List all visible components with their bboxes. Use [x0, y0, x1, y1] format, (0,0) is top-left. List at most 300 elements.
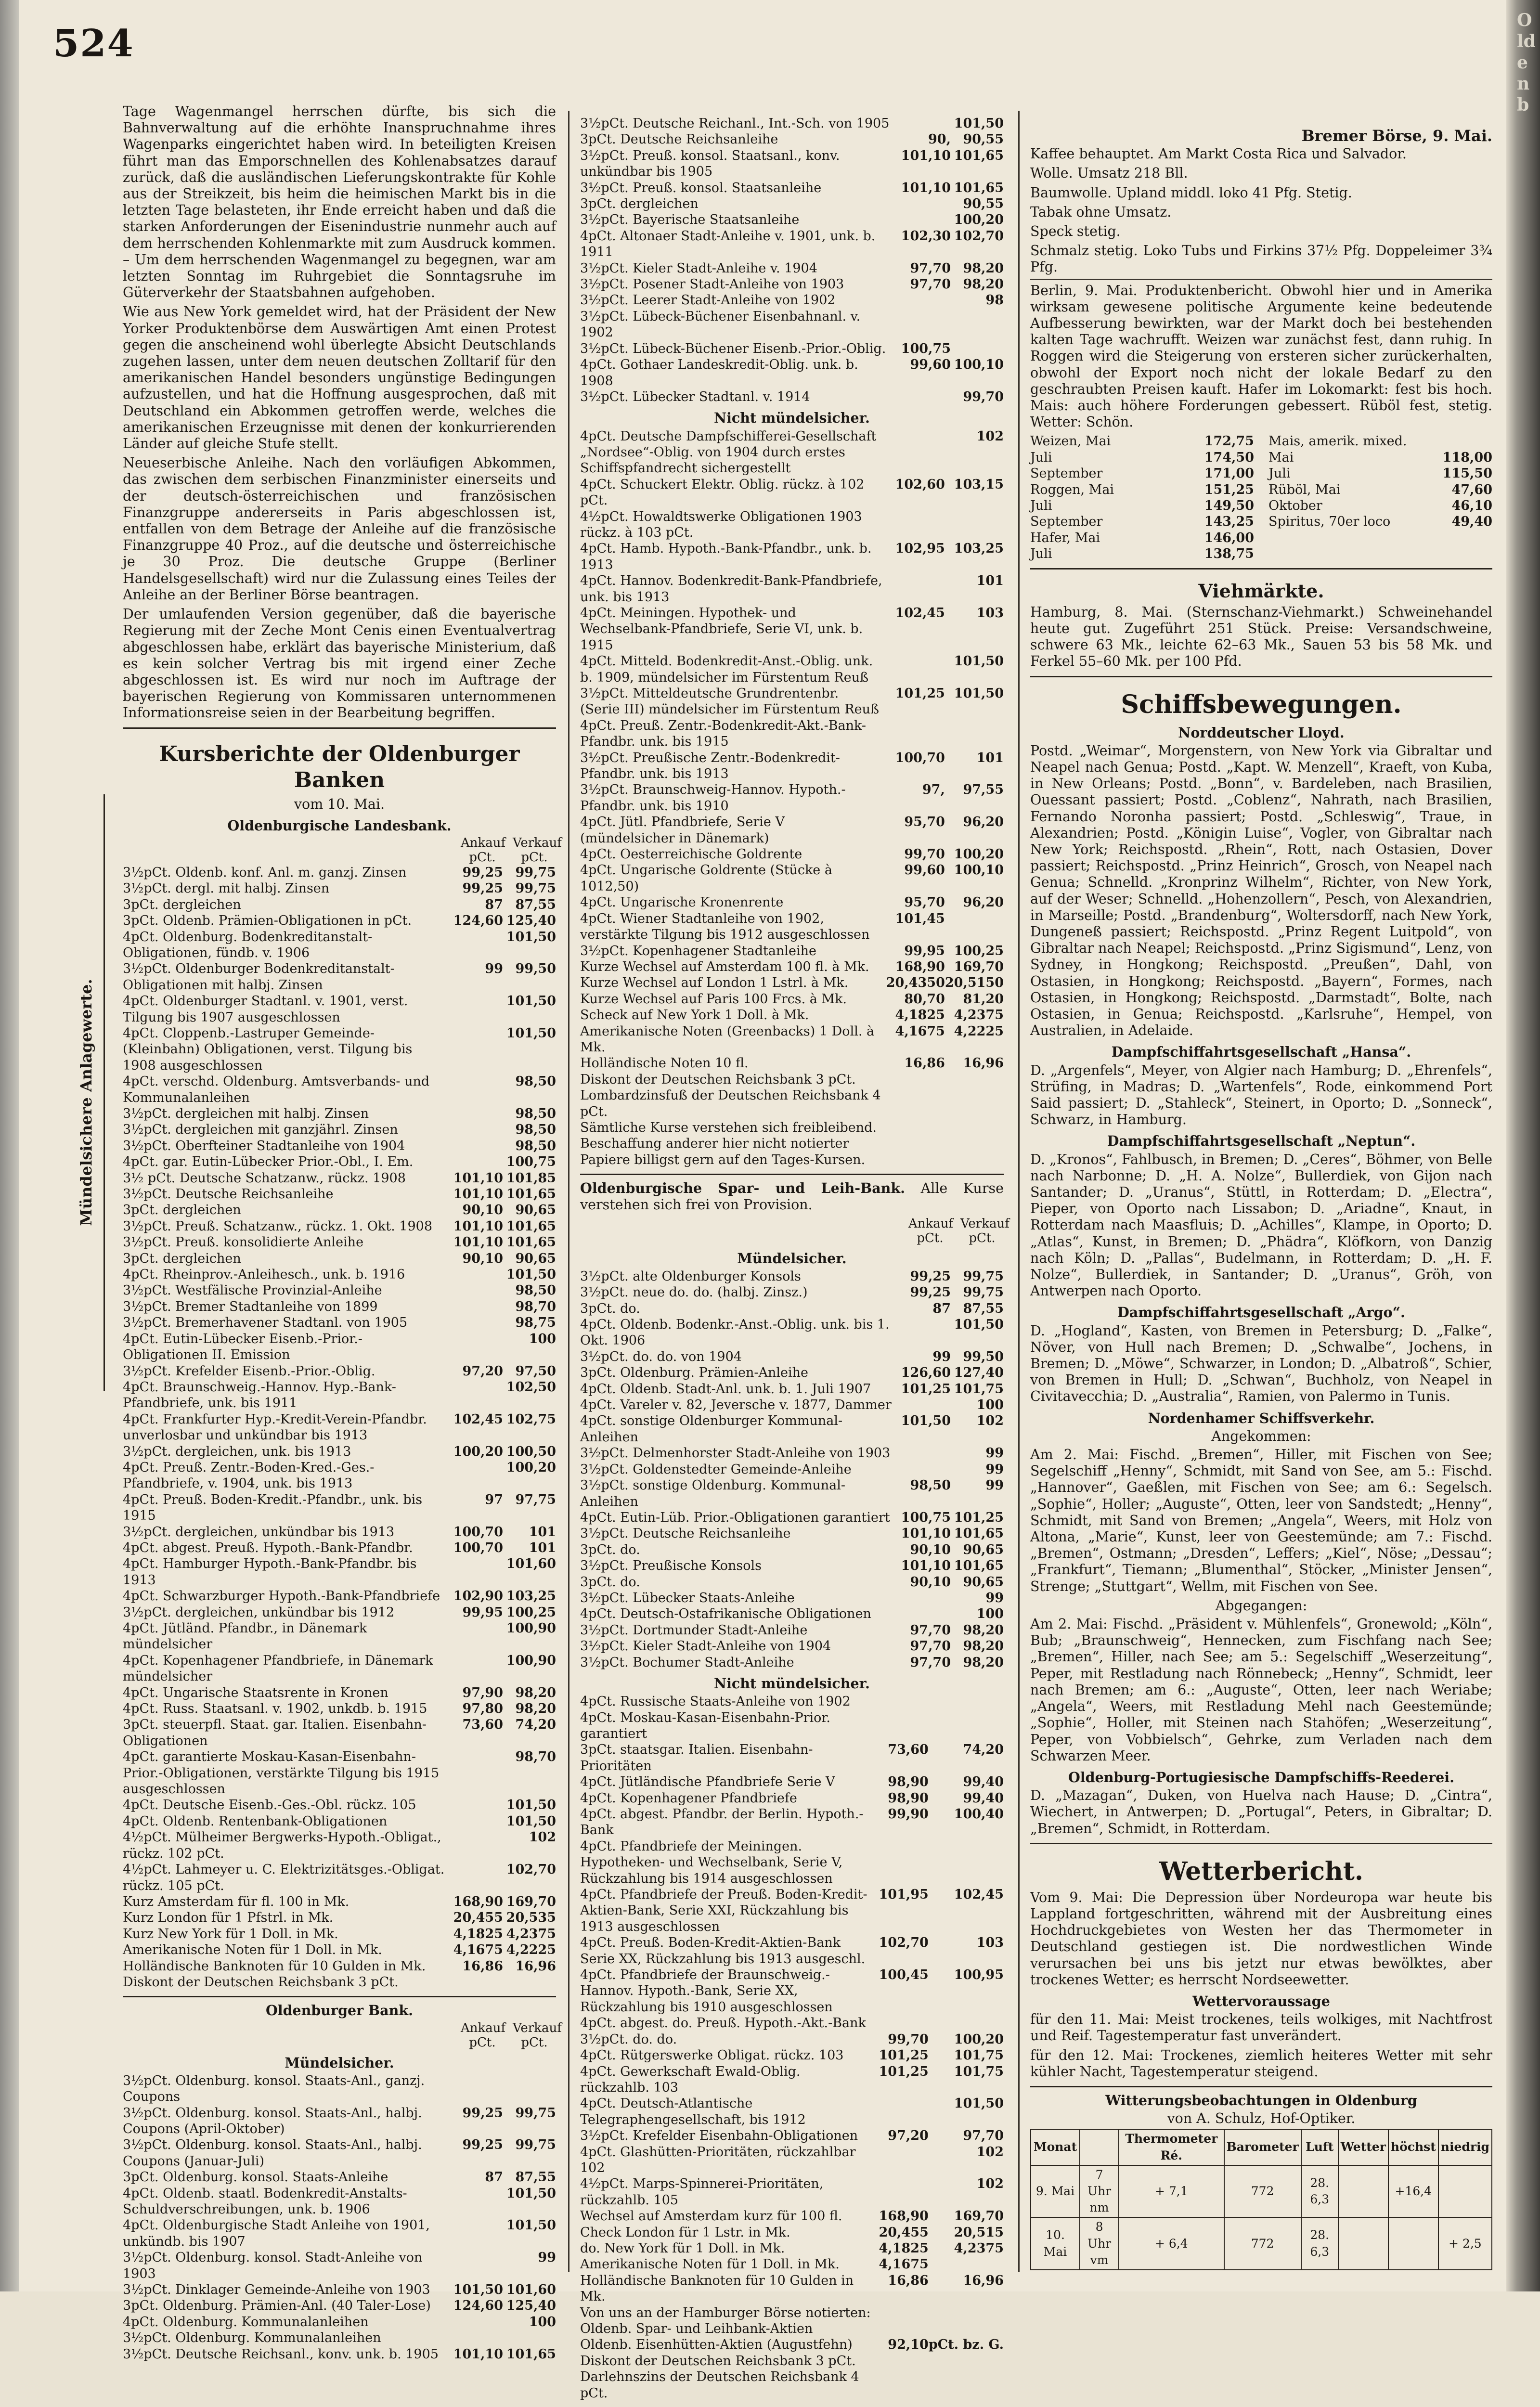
price-row: [1030, 433, 1254, 449]
vieh-title: Viehmärkte.: [1198, 580, 1324, 602]
quote-row: [580, 605, 1004, 653]
quote-row: [580, 975, 1004, 991]
quote-buy: 102,45: [895, 605, 945, 621]
quote-buy: 4,1675: [895, 1023, 945, 1039]
quote-row: [580, 309, 1004, 341]
quote-buy: [886, 428, 945, 477]
quote-name: 4pCt. Oldenburger Stadtanl. v. 1901, verst. Tilgung bis 1907 ausgeschlossen: [123, 994, 408, 1025]
quote-name: 3½pCt. sonstige Oldenburg. Kommunal-Anleihen: [580, 1478, 845, 1509]
quote-sell: [503, 1974, 556, 1990]
quote-row: [580, 1462, 1004, 1477]
quote-buy: 4,1675: [879, 2257, 929, 2272]
quote-sell: 99: [985, 1446, 1004, 1461]
quote-name: 4pCt. Meiningen. Hypothek- und Wechselbank-Pfandbriefe, Serie VI, unk. b. 1915: [580, 605, 863, 653]
quote-buy: [450, 1074, 503, 1106]
quote-row: [580, 1694, 1004, 1709]
quote-buy: [876, 2144, 929, 2176]
obs-cell: 8 Uhr vm: [1080, 2217, 1119, 2270]
subsection-title: Mündelsicher.: [737, 1250, 847, 1267]
quote-buy: 16,86: [904, 1056, 945, 1071]
quote-sell: 16,96: [515, 1958, 556, 1974]
quote-name: 3½pCt. Preuß. konsol. Staatsanleihe: [580, 180, 822, 195]
quote-name: 3½pCt. Leerer Stadt-Anleihe von 1902: [580, 293, 836, 308]
quote-name: Holländische Banknoten für 10 Gulden in Mk.: [580, 2273, 854, 2304]
quote-buy: 99,60: [910, 357, 951, 373]
oldport-report: D. „Mazagan“, Duken, von Huelva nach Hause; D. „Cintra“, Wiechert, in Antwerpen; D. „Portugal“, Peters, in Gibraltar; D. „Bremen“, Schmidt, in Rotterdam.: [1030, 1787, 1492, 1837]
quote-name: 3pCt. do.: [580, 1542, 640, 1557]
subsection-title: Nicht mündelsicher.: [714, 410, 870, 427]
lloyd-report: Postd. „Weimar“, Morgenstern, von New York via Gibraltar und Neapel nach Genua; Postd. „Kapt. W. Menzell“, Kraeft, von Kuba, in New Orleans; Postd. „Bonn“, v. Bardeleben, nach Brasilien, Ouessant passiert; Postd. „Coblenz“, Nahrath, nach Brasilien, Fernando Noronha passiert; Postd. „Schleswig“, Traue, in Alexandrien; Postd. „Königin Luise“, Vogler, von Gibraltar nach New York; Reichspostd. „Rhein“, Rott, nach Ostasien, Dover passiert; Reichspostd. „Prinz Heinrich“, Grosch, von Neapel nach Genua; Schnelld. „Kronprinz Wilhelm“, Richter, von New York, auf der Weser; Schnelld. „Hohenzollern“, Pesch, von Alexandrien, in Marseille; Postd. „Brandenburg“, Woltersdorff, nach New York, Dungeneß passiert; Reichspostd. „Prinz Regent Luitpold“, von Gibraltar nach Neapel; Reichspostd. „Prinz Sigismund“, Lenz, von Sydney, in Hongkong; Reichspostd. „Preußen“, Dahl, von Ostasien, in Hongkong; Reichspostd. „Bayern“, Formes, nach Ostasien, in Hongkong; Reichspostd. „Darmstadt“, Bolte, nach Ostasien, in Genua; Reichspostd. „Karlsruhe“, Hempel, von Australien, in Adelaide.: [1030, 742, 1492, 1039]
quote-buy: 100,70: [895, 750, 945, 765]
column-2: [580, 116, 1009, 2401]
quote-name: Darlehnszins der Deutschen Reichsbank 4 pCt.: [580, 2369, 859, 2401]
quote-row: [580, 1790, 1004, 1806]
quote-row: [123, 1234, 556, 1250]
quote-row: [123, 1749, 556, 1797]
obs-row: [1031, 2217, 1492, 2270]
divider: [580, 1174, 1004, 1175]
quote-row: [580, 1136, 1004, 1168]
quote-row: [580, 894, 1004, 910]
price-label: Roggen, Mai: [1030, 482, 1114, 497]
quote-name: 4pCt. abgest. Pfandbr. der Berlin. Hypoth.-Bank: [580, 1807, 864, 1838]
obs-cell: 28. 6,3: [1301, 2217, 1338, 2270]
quote-buy: [450, 1122, 503, 1138]
quote-row: [123, 1411, 556, 1444]
quote-name: 4pCt. Oldenb. staatl. Bodenkredit-Anstalts-Schuldverschreibungen, unk. b. 1906: [123, 2186, 407, 2217]
price-row: [1030, 546, 1254, 562]
quote-row: [580, 1072, 1004, 1087]
quote-sell: 100,25: [954, 943, 1004, 958]
quote-buy: 97,70: [910, 1639, 951, 1654]
quote-name: 3½pCt. Preußische Zentr.-Bodenkredit-Pfandbr. unk. bis 1913: [580, 750, 840, 782]
quote-name: 4pCt. Ungarische Kronenrente: [580, 895, 784, 910]
quote-buy: 99,70: [904, 847, 945, 862]
quote-name: 3½pCt. Deutsche Reichsanl., konv. unk. b. 1905: [123, 2346, 439, 2362]
divider: [1030, 676, 1492, 677]
quote-sell: 100,10: [954, 357, 1004, 373]
quote-name: Kurz London für 1 Pfstrl. in Mk.: [123, 1910, 334, 1926]
quote-name: 3½pCt. Westfälische Provinzial-Anleihe: [123, 1283, 382, 1298]
quote-row: [580, 1742, 1004, 1774]
quote-name: 4pCt. Eutin-Lüb. Prior.-Obligationen garantiert: [580, 1510, 890, 1525]
quote-buy: 100,20: [453, 1444, 503, 1459]
quote-sell: 96,20: [963, 815, 1004, 830]
quote-row: [580, 1055, 1004, 1071]
quote-sell: [929, 1710, 1004, 1742]
quote-sell: 101,60: [506, 2282, 556, 2298]
quote-buy: 99,25: [910, 1268, 951, 1284]
quote-buy: 101,25: [879, 2064, 929, 2079]
quote-buy: 97,20: [462, 1363, 503, 1379]
quote-name: 3pCt. dergleichen: [123, 897, 241, 912]
obs-cell: [1338, 2217, 1388, 2270]
quote-row: [123, 1138, 556, 1154]
price-row: [1268, 466, 1492, 481]
quote-buy: 97,20: [888, 2128, 929, 2144]
price-label: Spiritus, 70er loco: [1268, 514, 1391, 530]
quote-name: 4pCt. Eutin-Lübecker Eisenb.-Prior.-Obligationen II. Emission: [123, 1331, 362, 1363]
quote-row: [580, 2144, 1004, 2176]
quote-name: 4pCt. Wiener Stadtanleihe von 1902, verstärkte Tilgung bis 1912 ausgeschlossen: [580, 911, 870, 943]
quote-name: 3½pCt. Bochumer Stadt-Anleihe: [580, 1655, 794, 1670]
quote-row: [580, 2096, 1004, 2128]
quote-row: [123, 1685, 556, 1701]
quote-buy: [898, 1462, 951, 1477]
quote-sell: 102: [976, 1413, 1004, 1429]
quote-buy: 168,90: [895, 959, 945, 974]
quote-name: 4pCt. abgest. Preuß. Hypoth.-Bank-Pfandbr.: [123, 1540, 413, 1555]
quote-sell: 74,20: [963, 1742, 1004, 1758]
column-headers: Ankauf pCt. Verkauf pCt.: [461, 2020, 562, 2050]
quote-buy: 124,60: [453, 2298, 503, 2314]
quote-row: [580, 1477, 1004, 1510]
quote-sell: 101,65: [954, 180, 1004, 195]
divider: [1030, 1843, 1492, 1844]
price-table-left: [1030, 433, 1254, 562]
quote-row: [580, 814, 1004, 846]
quote-name: 4pCt. Oldenb. Rentenbank-Obligationen: [123, 1813, 388, 1829]
quote-sell: 101,50: [954, 1317, 1004, 1333]
quote-row: [580, 1574, 1004, 1590]
quote-row: [580, 1445, 1004, 1461]
quote-row: [123, 2073, 556, 2105]
price-label: Juli: [1030, 498, 1052, 514]
quote-name: 3½pCt. Bremerhavener Stadtanl. von 1905: [123, 1315, 408, 1331]
hansa-report: D. „Argenfels“, Meyer, von Algier nach Hamburg; D. „Ehrenfels“, Strüfing, in Madras; D. „Wartenfels“, Rode, einkommend Port Said passiert; D. „Stahleck“, Steinert, in Oporto; D. „Sonneck“, Schwarz, in Hamburg.: [1030, 1062, 1492, 1128]
quote-row: [580, 148, 1004, 180]
price-row: [1030, 466, 1254, 481]
quote-name: 4pCt. Deutsche Eisenb.-Ges.-Obl. rückz. 105: [123, 1798, 416, 1813]
quote-buy: 90,: [928, 132, 951, 147]
obs-header-cell: Luft: [1301, 2129, 1338, 2165]
quote-buy: 102,45: [453, 1411, 503, 1427]
quote-row: [580, 212, 1004, 228]
quote-name: 4pCt. Preuß. Zentr.-Boden-Kred.-Ges.-Pfandbriefe, v. 1904, unk. bis 1913: [123, 1460, 375, 1491]
quote-buy: 99,25: [462, 865, 503, 880]
quote-name: do. New York für 1 Doll. in Mk.: [580, 2240, 785, 2256]
quote-sell: 98,20: [963, 260, 1004, 276]
quote-name: 4pCt. Gewerkschaft Ewald-Oblig. rückzahlb. 103: [580, 2064, 801, 2095]
quote-sell: 97,55: [963, 782, 1004, 798]
abgegangen-report: Am 2. Mai: Fischd. „Präsident v. Mühlenfels“, Gronewold; „Köln“, Bub; „Braunschweig“, Hennecken, zum Fischfang nach See; „Bremen“, Hiller, nach See; am 5.: Segelschiff „Weserzeitung“, Peper, mit Restladung nach Rönnebeck; „Henny“, Schmidt, leer nach Bremen; am 6.: „Auguste“, Otten, leer nach Weriabe; „Angela“, Weers, mit Restladung Mehl nach Geestemünde; „Sophie“, Holler, mit Steinen nach Stahöfen; „Weserzeitung“, Peper, von Vobbielsch“, Gehrke, zum Verladen nach dem Schwarzen Meer.: [1030, 1616, 1492, 1764]
quote-row: [123, 913, 556, 929]
quote-sell: 100,20: [506, 1460, 556, 1475]
quote-sell: 102,70: [954, 228, 1004, 244]
quote-name: 4pCt. Rütgerswerke Obligat. rückz. 103: [580, 2048, 844, 2063]
quote-sell: [951, 309, 1004, 341]
quote-name: Oldenb. Eisenhütten-Aktien (Augustfehn): [580, 2337, 853, 2353]
quote-sell: 90,55: [963, 196, 1004, 212]
quote-buy: [450, 1862, 503, 1894]
quote-buy: [898, 1606, 951, 1622]
quote-sell: 101,65: [954, 1558, 1004, 1574]
quote-row: [123, 1331, 556, 1363]
quote-row: [580, 1622, 1004, 1638]
quote-sell: 99: [985, 1590, 1004, 1605]
quote-sell: 99,50: [963, 1349, 1004, 1364]
quote-row: [123, 1540, 556, 1556]
quote-buy: 99,60: [904, 863, 945, 878]
quote-name: 4½pCt. Marps-Spinnerei-Prioritäten, rückzahlb. 105: [580, 2176, 824, 2208]
quote-sell: 100,20: [954, 847, 1004, 862]
quote-buy: [450, 929, 503, 961]
quote-row: [580, 1967, 1004, 2015]
divider: [1030, 2086, 1492, 2087]
quote-sell: 98,70: [515, 1299, 556, 1314]
quote-row: [580, 1606, 1004, 1622]
quote-row: [123, 1267, 556, 1282]
quote-buy: [898, 309, 951, 341]
quote-sell: 99,70: [963, 389, 1004, 404]
quote-sell: 20,535: [506, 1910, 556, 1926]
quote-row: [123, 2250, 556, 2282]
quote-sell: 87,55: [515, 2170, 556, 2185]
quote-name: 4pCt. Braunschweig.-Hannov. Hyp.-Bank-Pfandbriefe, unk. bis 1911: [123, 1379, 396, 1411]
quote-sell: 103,25: [954, 541, 1004, 556]
section-title: Kursberichte der Oldenburger Banken: [159, 741, 520, 792]
quote-sell: 101,50: [954, 686, 1004, 701]
quote-row: [123, 2314, 556, 2330]
quote-buy: 101,10: [453, 1187, 503, 1202]
quote-name: 4pCt. sonstige Oldenburger Kommunal-Anleihen: [580, 1413, 843, 1445]
quote-name: 3pCt. do.: [580, 1574, 640, 1590]
price-row: [1030, 482, 1254, 498]
quote-buy: 100,45: [879, 1967, 929, 1983]
quote-buy: 97,90: [462, 1685, 503, 1700]
obs-cell: 772: [1224, 2217, 1301, 2270]
price-label: September: [1030, 466, 1103, 481]
quote-sell: [929, 2256, 1004, 2272]
quote-row: [580, 653, 1004, 686]
hansa-title: Dampfschiffahrtsgesellschaft „Hansa“.: [1111, 1044, 1411, 1061]
quote-name: 3½pCt. Oldenburger Bodenkreditanstalt-Obligationen mit halbj. Zinsen: [123, 961, 395, 993]
price-row: [1030, 514, 1254, 530]
price-row: [1030, 530, 1254, 546]
quote-sell: 100,90: [506, 1621, 556, 1636]
obs-row: [1031, 2165, 1492, 2218]
quote-row: [123, 1282, 556, 1298]
quote-sell: 97,70: [963, 2128, 1004, 2144]
quote-buy: [450, 1299, 503, 1315]
quote-name: 3pCt. dergleichen: [123, 1203, 241, 1218]
quote-buy: 90,10: [910, 1542, 951, 1557]
quote-name: 4pCt. Schwarzburger Hypoth.-Bank-Pfandbriefe: [123, 1589, 440, 1604]
quote-name: 3½pCt. Kopenhagener Stadtanleihe: [580, 943, 816, 958]
quote-buy: 102,70: [879, 1935, 929, 1951]
quote-name: 3½pCt. Oldenburg. Kommunalanleihen: [123, 2330, 381, 2346]
quote-row: [580, 1638, 1004, 1654]
quote-row: [123, 1315, 556, 1331]
quote-row: [580, 2337, 1004, 2353]
quote-row: [580, 292, 1004, 308]
quote-buy: [876, 2015, 929, 2031]
quote-buy: 99,25: [462, 2137, 503, 2153]
quote-name: 4pCt. Russ. Staatsanl. v. 1902, unkdb. b. 1915: [123, 1701, 427, 1717]
quote-sell: 4,2225: [954, 1023, 1004, 1039]
quote-buy: [876, 2321, 929, 2337]
quote-sell: 101,65: [506, 2346, 556, 2362]
bank-title: Oldenburgische Landesbank.: [227, 817, 452, 834]
quote-buy: 101,50: [453, 2282, 503, 2298]
quote-sell: 90,65: [963, 1574, 1004, 1590]
quote-name: 3½ pCt. Deutsche Schatzanw., rückz. 1908: [123, 1170, 406, 1186]
obs-cell: + 7,1: [1119, 2165, 1224, 2218]
quote-buy: 16,86: [462, 1958, 503, 1974]
quote-name: 3½pCt. dergleichen, unkündbar bis 1912: [123, 1605, 395, 1620]
obs-title: Witterungsbeobachtungen in Oldenburg: [1105, 2092, 1417, 2109]
quote-buy: [450, 1749, 503, 1797]
quote-buy: 99,25: [910, 1285, 951, 1300]
quote-sell: [929, 2015, 1004, 2031]
quote-buy: 4,1825: [879, 2240, 929, 2256]
quote-sell: 98,75: [515, 1315, 556, 1331]
quote-row: [123, 1653, 556, 1685]
quote-buy: 101,10: [901, 1526, 951, 1541]
price-value: 47,60: [1451, 482, 1492, 497]
quote-buy: 168,90: [453, 1894, 503, 1909]
quote-name: Kurze Wechsel auf London 1 Lstrl. à Mk.: [580, 975, 849, 991]
quote-row: [580, 541, 1004, 573]
quote-name: 3½pCt. Oldenb. konf. Anl. m. ganzj. Zinsen: [123, 865, 407, 880]
quote-name: 4½pCt. Lahmeyer u. C. Elektrizitätsges.-Obligat. rückz. 105 pCt.: [123, 1862, 445, 1893]
quote-sell: 103: [976, 605, 1004, 621]
neptun-report: D. „Kronos“, Fahlbusch, in Bremen; D. „Ceres“, Böhmer, von Belle nach Narbonne; D. „H. A. Nolze“, Bullerdiek, von Gijon nach Santander; D. „Uranus“, Stüttl, in Rotterdam; D. „Electra“, Pieper, von Oporto nach Lissabon; D. „Ariadne“, Knaut, in Rotterdam nach Maasfluis; D. „Achilles“, Klampe, in Oporto; D. „Atlas“, Kunst, in Bremen; D. „Phädra“, Klöfkorn, von Danzig nach Köln; D. „Pallas“, Budelmann, in Rotterdam; D. „H. F. Nolze“, Bullerdiek, in Santander; D. „Uranus“, Gröh, von Antwerpen nach Oporto.: [1030, 1151, 1492, 1299]
quote-buy: [886, 653, 945, 686]
price-label: Rüböl, Mai: [1268, 482, 1341, 497]
quote-sell: 102: [976, 2144, 1004, 2160]
quote-sell: 101: [976, 573, 1004, 589]
price-value: 146,00: [1204, 530, 1254, 545]
price-value: 46,10: [1451, 498, 1492, 514]
quote-buy: [886, 718, 945, 750]
quote-sell: 102: [976, 2176, 1004, 2192]
quote-sell: 101,75: [954, 1381, 1004, 1397]
quote-name: Scheck auf New York 1 Doll. à Mk.: [580, 1008, 809, 1023]
vorhersage-1: für den 11. Mai: Meist trockenes, teils wolkiges, mit Nachtfrost und Reif. Tagestemperatur fast unverändert.: [1030, 2011, 1492, 2044]
quote-name: 4pCt. Hannov. Bodenkredit-Bank-Pfandbriefe, unk. bis 1913: [580, 573, 882, 605]
quote-name: 3½pCt. Posener Stadt-Anleihe von 1903: [580, 277, 844, 292]
quote-name: 3pCt. Oldenb. Prämien-Obligationen in pCt.: [123, 913, 412, 929]
column-3: [1030, 123, 1492, 2277]
quote-buy: [876, 1694, 929, 1709]
quote-sell: 101,60: [506, 1556, 556, 1572]
obs-cell: [1438, 2165, 1492, 2218]
quote-row: [123, 1218, 556, 1234]
quote-row: [123, 1926, 556, 1942]
quote-name: 4pCt. Deutsche Dampfschifferei-Gesellschaft „Nordsee“-Oblig. von 1904 durch erstes Schiffspfandrecht sichergestellt: [580, 428, 877, 476]
quote-buy: [450, 1106, 503, 1122]
price-label: Weizen, Mai: [1030, 434, 1111, 449]
quote-buy: [886, 573, 945, 605]
nordenhamer-title: Nordenhamer Schiffsverkehr.: [1148, 1410, 1375, 1426]
quote-buy: 90,10: [462, 1203, 503, 1218]
quote-buy: [450, 1556, 503, 1588]
quote-buy: 101,25: [901, 1381, 951, 1397]
quote-sell: 16,96: [963, 2273, 1004, 2288]
quote-row: [123, 1588, 556, 1604]
price-row: [1268, 433, 1492, 449]
obs-cell: 772: [1224, 2165, 1301, 2218]
quote-sell: [951, 341, 1004, 357]
quote-row: [123, 1074, 556, 1106]
quote-buy: [450, 1813, 503, 1829]
quote-sell: 99,75: [515, 2105, 556, 2121]
quote-sell: 98,20: [963, 1639, 1004, 1654]
quote-sell: 90,65: [515, 1251, 556, 1266]
quote-buy: [450, 1974, 503, 1990]
quote-buy: [450, 1379, 503, 1411]
quote-row: [580, 2369, 1004, 2401]
quote-sell: 101,50: [506, 1798, 556, 1813]
quote-row: [580, 1349, 1004, 1365]
quote-buy: 95,70: [904, 815, 945, 830]
obs-header-cell: Barometer: [1224, 2129, 1301, 2165]
quote-sell: [945, 911, 1004, 943]
quote-row: [123, 2137, 556, 2169]
quote-name: Holländische Banknoten für 10 Gulden in Mk.: [123, 1958, 426, 1974]
quote-name: 4pCt. Oldenburgische Stadt Anleihe von 1901, unkündb. bis 1907: [123, 2218, 430, 2249]
quote-sell: 99: [538, 2250, 556, 2265]
quote-buy: 80,70: [904, 991, 945, 1007]
quote-buy: 100,70: [453, 1524, 503, 1540]
quote-row: [580, 2273, 1004, 2305]
quote-sell: 101,65: [506, 1235, 556, 1250]
quote-name: 4pCt. Deutsch-Atlantische Telegraphengesellschaft, bis 1912: [580, 2096, 806, 2127]
quote-name: Oldenb. Spar- und Leihbank-Aktien: [580, 2321, 813, 2337]
quote-name: 3pCt. Oldenburg. Prämien-Anl. (40 Taler-Lose): [123, 2298, 431, 2314]
obs-header-cell: [1080, 2129, 1119, 2165]
quote-name: 3½pCt. Bremer Stadtanleihe von 1899: [123, 1299, 378, 1314]
price-row: [1268, 498, 1492, 514]
quote-name: Sämtliche Kurse verstehen sich freibleibend.: [580, 1120, 877, 1135]
quote-row: [580, 573, 1004, 605]
quote-sell: 103,25: [506, 1589, 556, 1604]
quote-name: 3½pCt. Dortmunder Stadt-Anleihe: [580, 1622, 808, 1638]
quote-row: [580, 1838, 1004, 1887]
quote-sell: 20,5150: [945, 975, 1004, 991]
quote-name: 3½pCt. Oldenburg. konsol. Staats-Anl., halbj. Coupons (Januar-Juli): [123, 2137, 422, 2169]
quote-row: [123, 961, 556, 993]
quote-sell: 101,50: [954, 2096, 1004, 2111]
quote-buy: 97: [485, 1492, 503, 1507]
quote-buy: 20,4350: [886, 975, 945, 991]
quote-sell: 100: [529, 2314, 556, 2329]
quote-row: [580, 2321, 1004, 2337]
quote-name: 3½pCt. Deutsche Reichsanleihe: [123, 1187, 334, 1202]
quote-buy: 100,75: [901, 341, 951, 356]
quote-sell: [929, 1694, 1004, 1709]
quote-name: 3pCt. staatsgar. Italien. Eisenbahn-Prioritäten: [580, 1742, 813, 1773]
quote-row: [580, 2047, 1004, 2063]
quote-buy: 73,60: [888, 1742, 929, 1758]
quote-sell: 100,25: [506, 1605, 556, 1620]
quote-name: Kurze Wechsel auf Amsterdam 100 fl. à Mk.: [580, 959, 869, 974]
argo-report: D. „Hogland“, Kasten, von Bremen in Petersburg; D. „Falke“, Növer, von Hull nach Bremen; D. „Schwalbe“, Jochens, in Bremen; D. „Möwe“, Schwarzer, in London; D. „Albatroß“, Schier, von Bremen in Hull; D. „Schwan“, Buchholz, von Neapel in Civitavecchia; D. „Australia“, Ramien, von Palermo in Tunis.: [1030, 1322, 1492, 1405]
quote-name: 4pCt. Pfandbriefe der Meiningen. Hypotheken- und Wechselbank, Serie V, Rückzahlung bis 1914 ausgeschlossen: [580, 1838, 843, 1886]
quote-name: 4pCt. Ungarische Staatsrente in Kronen: [123, 1685, 388, 1700]
quote-row: [580, 1935, 1004, 1967]
quote-buy: [886, 1120, 945, 1136]
quote-buy: 101,10: [901, 1558, 951, 1574]
column-rule: [568, 111, 569, 2272]
quote-sell: 125,40: [506, 2298, 556, 2314]
quote-name: 4pCt. Pfandbriefe der Preuß. Boden-Kredit-Aktien-Bank, Serie XXI, Rückzahlung bis 1913 ausgeschlossen: [580, 1887, 867, 1934]
quote-sell: 98,50: [515, 1138, 556, 1153]
quote-sell: 87,55: [515, 897, 556, 912]
quote-row: [580, 1558, 1004, 1574]
vieh-report: Hamburg, 8. Mai. (Sternschanz-Viehmarkt.) Schweinehandel heute gut. Zugeführt 251 Stück. Preise: Versandschweine, schwere 63 Mk., leichte 62–63 Mk., Sauen 53 bis 58 Mk. und Ferkel 55–60 Mk. per 100 Pfd.: [1030, 604, 1492, 670]
